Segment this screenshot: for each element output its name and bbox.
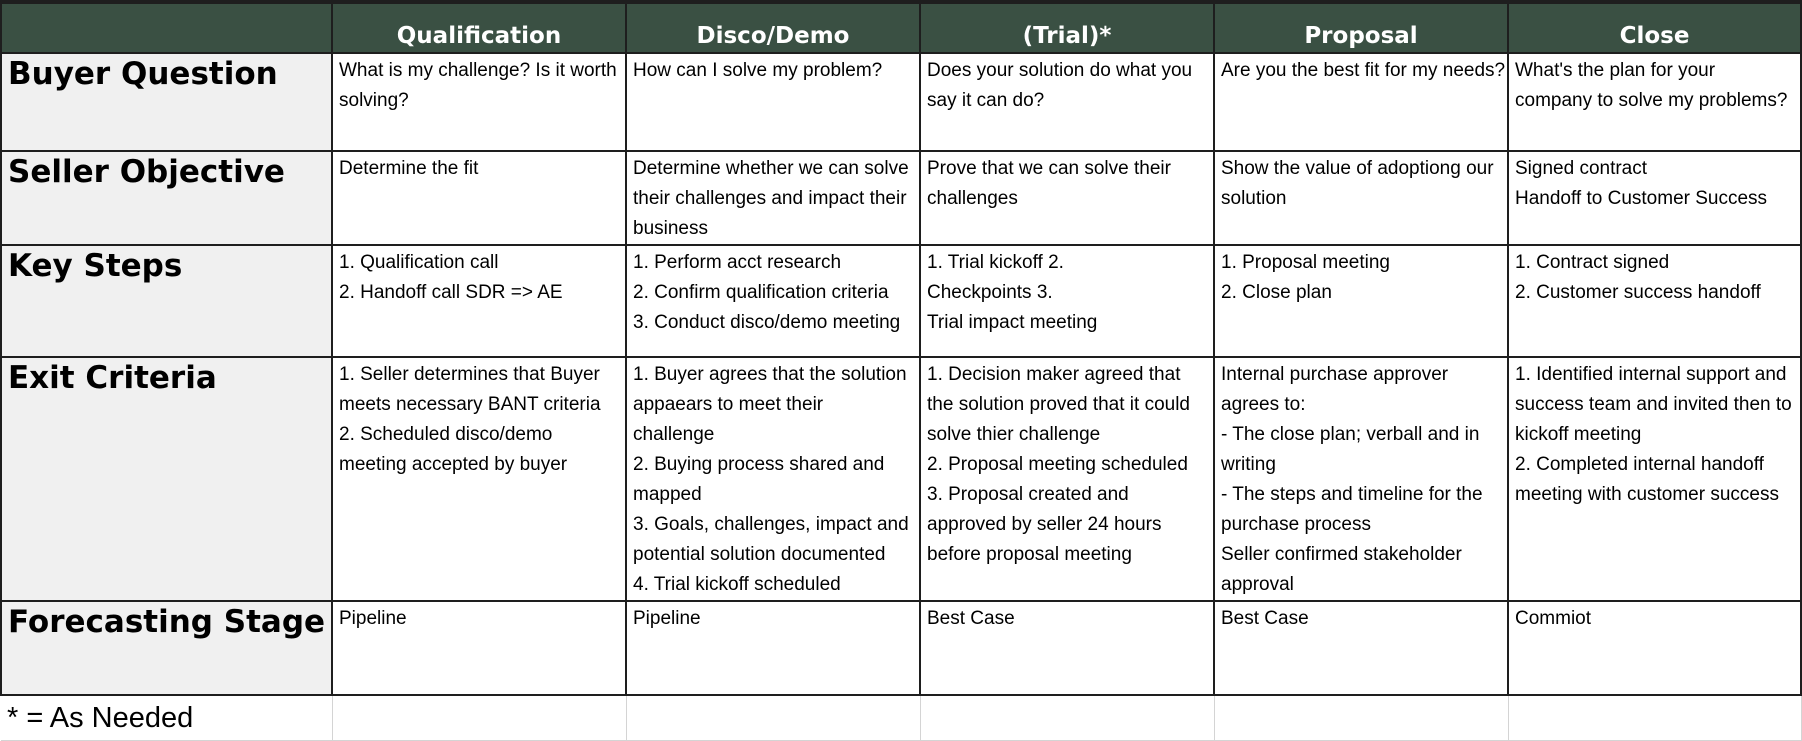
cell-text-line: 2. Proposal meeting scheduled	[927, 454, 1188, 475]
table-cell[interactable]	[920, 357, 1214, 601]
cell-text-line: Best Case	[927, 608, 1015, 629]
footnote[interactable]: * = As Needed	[1, 695, 332, 741]
cell-text-line: 1. Trial kickoff 2.	[927, 252, 1064, 273]
row-seller-objective	[1, 151, 1801, 245]
cell-text-line: Prove that we can solve their	[927, 158, 1171, 179]
table-cell[interactable]	[332, 245, 626, 357]
table-cell[interactable]	[332, 601, 626, 695]
cell-text-line: kickoff meeting	[1515, 424, 1642, 445]
cell-text-line: mapped	[633, 484, 702, 505]
cell-text-line: 1. Perform acct research	[633, 252, 842, 273]
cell-text-line: 3. Conduct disco/demo meeting	[633, 312, 901, 333]
cell-text-line: 1. Buyer agrees that the solution	[633, 364, 907, 385]
cell-text-line: Internal purchase approver	[1221, 364, 1449, 385]
cell-text-line: 4. Trial kickoff scheduled	[633, 574, 841, 595]
cell-text-line: Best Case	[1221, 608, 1309, 629]
cell-text-line: business	[633, 218, 708, 239]
cell-text-line: What's the plan for your	[1515, 60, 1716, 81]
table-cell[interactable]	[1214, 357, 1508, 601]
row-label[interactable]: Seller Objective	[1, 151, 332, 245]
header-disco-demo[interactable]: Disco/Demo	[626, 2, 920, 53]
cell-text-line: Determine whether we can solve	[633, 158, 909, 179]
cell-text-line: - The steps and timeline for the	[1221, 484, 1483, 505]
cell-text-line: company to solve my problems?	[1515, 90, 1788, 111]
cell-text-line: Does your solution do what you	[927, 60, 1193, 81]
cell-text-line: 2. Completed internal handoff	[1515, 454, 1764, 475]
table-cell[interactable]	[920, 601, 1214, 695]
footer-row	[1, 695, 1801, 741]
cell-text-line: Determine the fit	[339, 158, 479, 179]
cell-text-line: Checkpoints 3.	[927, 282, 1053, 303]
table-cell[interactable]	[332, 357, 626, 601]
table-cell[interactable]	[920, 151, 1214, 245]
table-cell[interactable]	[626, 601, 920, 695]
row-label[interactable]: Buyer Question	[1, 53, 332, 151]
cell-text-line: Pipeline	[633, 608, 701, 629]
cell-text-line: 3. Goals, challenges, impact and	[633, 514, 909, 535]
cell-text-line: Commiot	[1515, 608, 1592, 629]
cell-text-line: Pipeline	[339, 608, 407, 629]
table-cell[interactable]	[1214, 151, 1508, 245]
cell-text-line: 2. Close plan	[1221, 282, 1332, 303]
cell-text-line: 1. Contract signed	[1515, 252, 1670, 273]
cell-text-line: approval	[1221, 574, 1294, 595]
empty-cell[interactable]	[1508, 695, 1801, 741]
table-cell[interactable]	[626, 357, 920, 601]
table-cell[interactable]	[1214, 245, 1508, 357]
header-qualification[interactable]: Qualification	[332, 2, 626, 53]
cell-text-line: challenge	[633, 424, 715, 445]
table-cell[interactable]	[920, 245, 1214, 357]
header-close[interactable]: Close	[1508, 2, 1801, 53]
cell-text-line: 1. Identified internal support and	[1515, 364, 1787, 385]
cell-text-line: 2. Buying process shared and	[633, 454, 885, 475]
empty-cell[interactable]	[1214, 695, 1508, 741]
cell-text-line: 1. Decision maker agreed that	[927, 364, 1181, 385]
table-cell[interactable]	[1214, 601, 1508, 695]
cell-text-line: potential solution documented	[633, 544, 886, 565]
row-key-steps	[1, 245, 1801, 357]
cell-text-line: meets necessary BANT criteria	[339, 394, 601, 415]
cell-text-line: solving?	[339, 90, 409, 111]
empty-cell[interactable]	[920, 695, 1214, 741]
cell-text-line: say it can do?	[927, 90, 1045, 111]
table-cell[interactable]	[1508, 357, 1801, 601]
cell-text-line: the solution proved that it could	[927, 394, 1191, 415]
cell-text-line: 1. Seller determines that Buyer	[339, 364, 600, 385]
table-cell[interactable]	[626, 245, 920, 357]
table-cell[interactable]	[1508, 601, 1801, 695]
cell-text-line: Are you the best fit for my needs?	[1221, 60, 1506, 81]
row-label[interactable]: Exit Criteria	[1, 357, 332, 601]
cell-text-line: 2. Customer success handoff	[1515, 282, 1761, 303]
row-forecasting-stage	[1, 601, 1801, 695]
cell-text-line: 1. Qualification call	[339, 252, 499, 273]
header-trial[interactable]: (Trial)*	[920, 2, 1214, 53]
row-exit-criteria	[1, 357, 1801, 601]
row-label[interactable]: Forecasting Stage	[1, 601, 332, 695]
empty-cell[interactable]	[332, 695, 626, 741]
cell-text-line: Show the value of adoptiong our	[1221, 158, 1494, 179]
empty-cell[interactable]	[626, 695, 920, 741]
cell-text-line: How can I solve my problem?	[633, 60, 883, 81]
table-cell[interactable]	[332, 151, 626, 245]
cell-text-line: - The close plan; verball and in	[1221, 424, 1480, 445]
cell-text-line: What is my challenge? Is it worth	[339, 60, 617, 81]
table-cell[interactable]	[1508, 245, 1801, 357]
cell-text-line: challenges	[927, 188, 1018, 209]
row-label[interactable]: Key Steps	[1, 245, 332, 357]
table-cell[interactable]	[920, 53, 1214, 151]
cell-text-line: solve thier challenge	[927, 424, 1101, 445]
table-cell[interactable]	[332, 53, 626, 151]
cell-text-line: 3. Proposal created and	[927, 484, 1129, 505]
cell-text-line: approved by seller 24 hours	[927, 514, 1162, 535]
row-buyer-question	[1, 53, 1801, 151]
cell-text-line: Signed contract	[1515, 158, 1648, 179]
table-cell[interactable]	[1508, 151, 1801, 245]
header-proposal[interactable]: Proposal	[1214, 2, 1508, 53]
cell-text-line: meeting accepted by buyer	[339, 454, 568, 475]
cell-text-line: 2. Scheduled disco/demo	[339, 424, 553, 445]
cell-text-line: Trial impact meeting	[927, 312, 1098, 333]
cell-text-line: Handoff to Customer Success	[1515, 188, 1768, 209]
table-cell[interactable]	[626, 151, 920, 245]
cell-text-line: solution	[1221, 188, 1287, 209]
table-cell[interactable]	[626, 53, 920, 151]
cell-text-line: 2. Confirm qualification criteria	[633, 282, 889, 303]
cell-text-line: Seller confirmed stakeholder	[1221, 544, 1462, 565]
cell-text-line: 2. Handoff call SDR => AE	[339, 282, 563, 303]
table-cell[interactable]	[1214, 53, 1508, 151]
cell-text-line: writing	[1221, 454, 1276, 475]
cell-text-line: success team and invited then to	[1515, 394, 1792, 415]
cell-text-line: meeting with customer success	[1515, 484, 1779, 505]
cell-text-line: before proposal meeting	[927, 544, 1132, 565]
cell-text-line: their challenges and impact their	[633, 188, 907, 209]
cell-text-line: 1. Proposal meeting	[1221, 252, 1390, 273]
cell-text-line: purchase process	[1221, 514, 1371, 535]
cell-text-line: appaears to meet their	[633, 394, 824, 415]
table-cell[interactable]	[1508, 53, 1801, 151]
cell-text-line: agrees to:	[1221, 394, 1306, 415]
header-corner-cell[interactable]	[1, 2, 332, 53]
header-row	[1, 2, 1801, 53]
